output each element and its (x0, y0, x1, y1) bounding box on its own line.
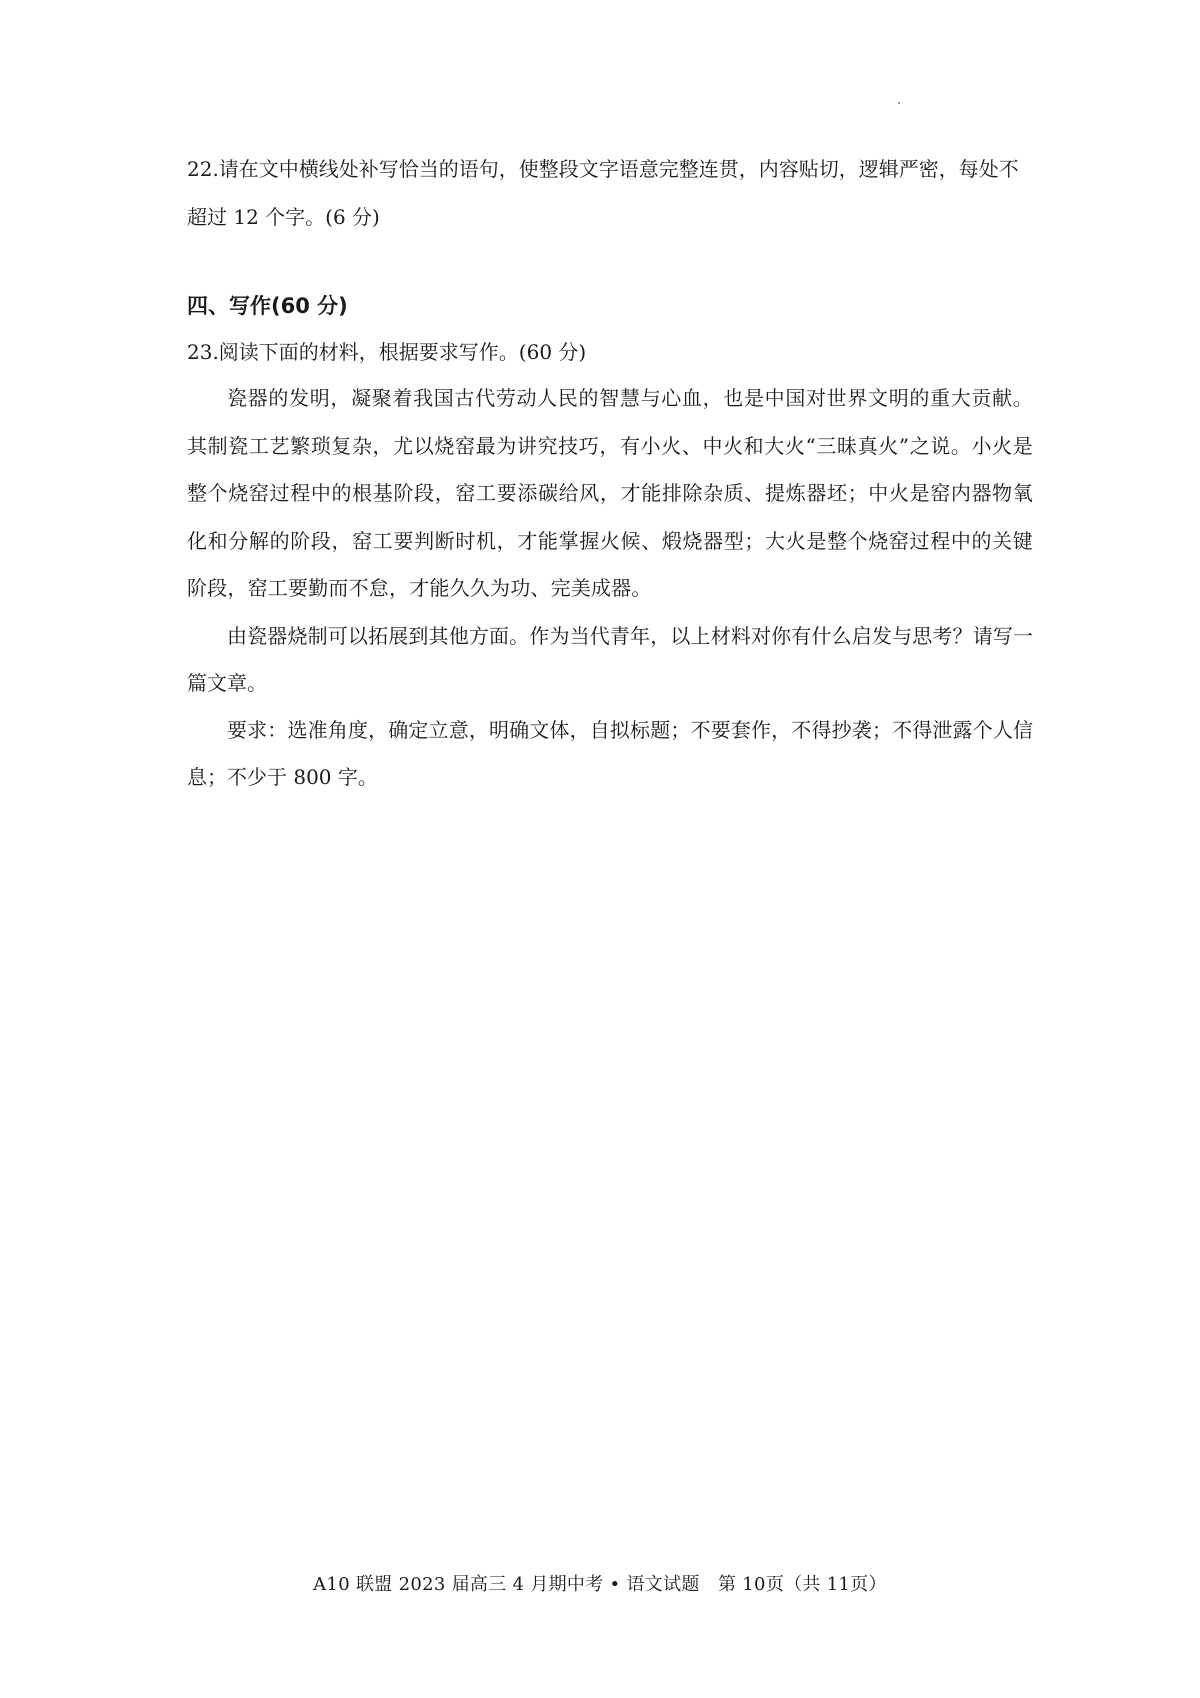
section-title-writing: 四、写作(60 分) (187, 294, 348, 318)
scan-speck (898, 102, 900, 104)
question-23-requirements: 要求：选准角度，确定立意，明确文体，自拟标题；不要套作，不得抄袭；不得泄露个人信息；不少于 800 字。 (187, 717, 1033, 789)
question-23-material: 瓷器的发明，凝聚着我国古代劳动人民的智慧与心血，也是中国对世界文明的重大贡献。其制瓷工艺繁琐复杂，尤以烧窑最为讲究技巧，有小火、中火和大火“三昧真火”之说。小火是整个烧窑过程中的根基阶段，窑工要添碳给风，才能排除杂质、提炼器坯；中火是窑内器物氧化和分解的阶段，窑工要判断时机，才能掌握火候、煅烧器型；大火是整个烧窑过程中的关键阶段，窑工要勤而不怠，才能久久为功、完美成器。 (187, 386, 1033, 600)
question-23-prompt: 由瓷器烧制可以拓展到其他方面。作为当代青年，以上材料对你有什么启发与思考？请写一篇文章。 (187, 623, 1033, 695)
question-22: 22.请在文中横线处补写恰当的语句，使整段文字语意完整连贯，内容贴切，逻辑严密，每处不超过 12 个字。(6 分) (187, 157, 1019, 229)
question-23-heading: 23.阅读下面的材料，根据要求写作。(60 分) (187, 340, 587, 364)
page-content (187, 145, 1033, 801)
page-footer: A10 联盟 2023 届高三 4 月期中考 • 语文试题 第 10页（共 11页） (313, 1574, 887, 1595)
